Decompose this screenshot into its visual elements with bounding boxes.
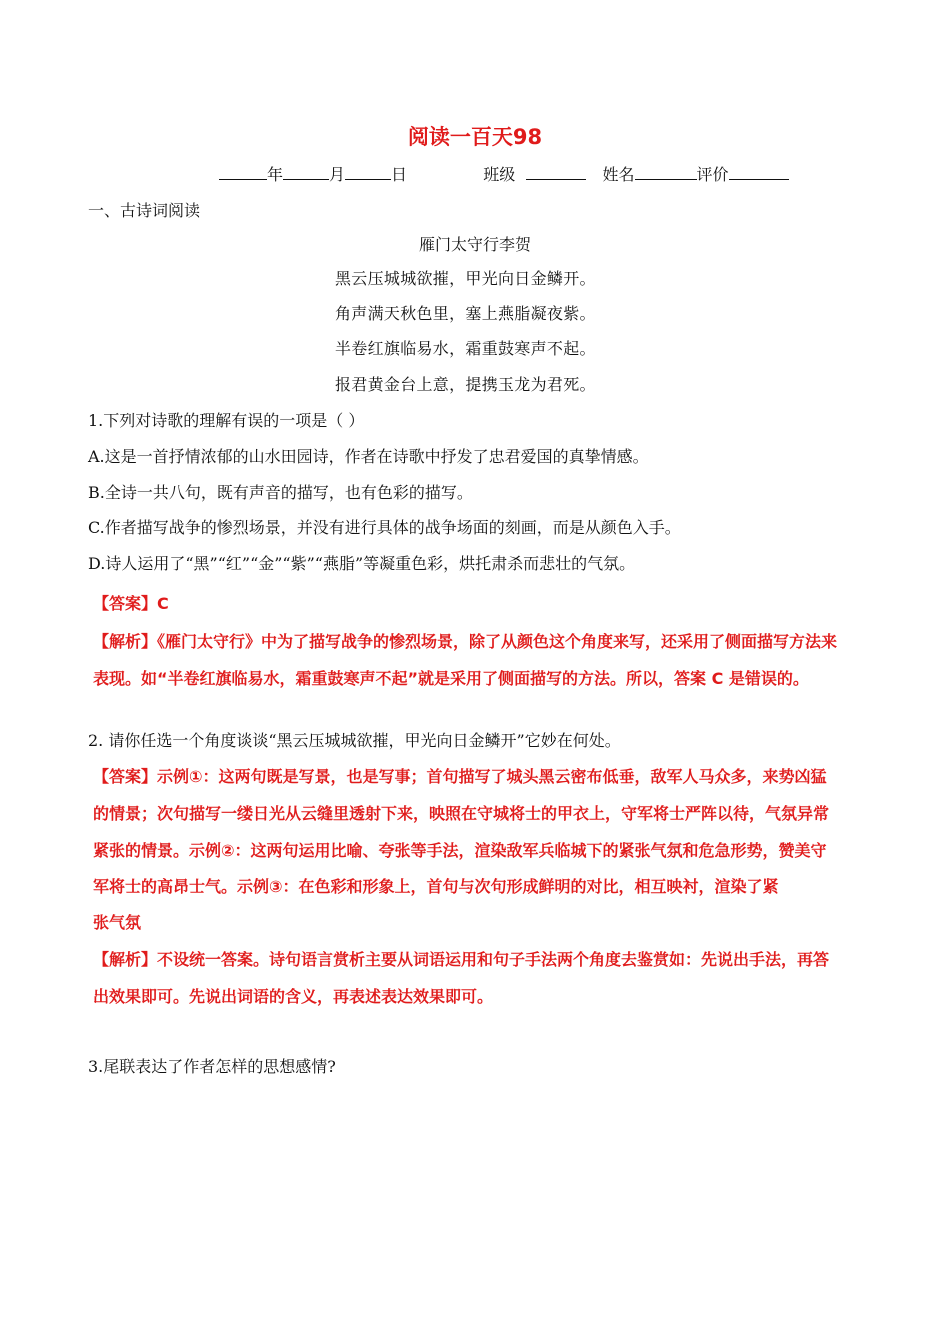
student-info-row — [219, 162, 789, 185]
year-blank[interactable] — [219, 163, 267, 180]
poem-line: 黑云压城城欲摧，甲光向日金鳞开。 — [335, 269, 596, 288]
question-1-analysis-line: 表现。如“半卷红旗临易水，霜重鼓寒声不起”就是采用了侧面描写的方法。所以，答案 C 是错误的。 — [93, 669, 809, 688]
question-2-answer-line: 张气氛 — [93, 913, 142, 932]
evaluation-blank[interactable] — [729, 163, 789, 180]
month-blank[interactable] — [283, 163, 329, 180]
question-1-option-a: A.这是一首抒情浓郁的山水田园诗，作者在诗歌中抒发了忠君爱国的真挚情感。 — [88, 447, 649, 466]
question-2-answer-line: 【答案】示例①：这两句既是写景，也是写事；首句描写了城头黑云密布低垂，敌军人马众多，来势凶猛 — [93, 767, 827, 786]
question-2-answer-line: 的情景；次句描写一缕日光从云缝里透射下来，映照在守城将士的甲衣上，守军将士严阵以待，气氛异常 — [93, 804, 830, 823]
class-blank[interactable] — [526, 163, 586, 180]
name-label: 姓名 — [602, 165, 635, 184]
page-title: 阅读一百天98 — [407, 125, 543, 149]
question-2-answer-line: 军将士的高昂士气。示例③：在色彩和形象上，首句与次句形成鲜明的对比，相互映衬，渲染了紧 — [93, 877, 779, 896]
question-1-option-d: D.诗人运用了“黑”“红”“金”“紫”“燕脂”等凝重色彩，烘托肃杀而悲壮的气氛。 — [88, 554, 636, 573]
evaluation-label: 评价 — [696, 165, 729, 184]
poem-line: 半卷红旗临易水，霜重鼓寒声不起。 — [335, 339, 596, 358]
question-1-analysis-line: 【解析】《雁门太守行》中为了描写战争的惨烈场景，除了从颜色这个角度来写，还采用了侧面描写方法来 — [93, 632, 838, 651]
question-3-stem: 3.尾联表达了作者怎样的思想感情? — [88, 1057, 336, 1076]
question-1-stem: 1.下列对诗歌的理解有误的一项是（ ） — [88, 411, 365, 430]
question-2-answer-line: 紧张的情景。示例②：这两句运用比喻、夸张等手法，渲染敌军兵临城下的紧张气氛和危急形势，赞美守 — [93, 841, 827, 860]
question-2-stem: 2. 请你任选一个角度谈谈“黑云压城城欲摧，甲光向日金鳞开”它妙在何处。 — [88, 731, 621, 750]
question-1-option-b: B.全诗一共八句，既有声音的描写，也有色彩的描写。 — [88, 483, 473, 502]
question-2-analysis-line: 【解析】不设统一答案。诗句语言赏析主要从词语运用和句子手法两个角度去鉴赏如：先说出手法，再答 — [93, 950, 830, 969]
question-1-option-c: C.作者描写战争的惨烈场景，并没有进行具体的战争场面的刻画，而是从颜色入手。 — [88, 518, 681, 537]
section-heading: 一、古诗词阅读 — [88, 201, 201, 220]
question-1-answer: 【答案】C — [93, 594, 169, 613]
day-blank[interactable] — [345, 163, 391, 180]
month-label: 月 — [329, 165, 346, 184]
day-label: 日 — [391, 165, 408, 184]
class-label: 班级 — [483, 165, 516, 184]
year-label: 年 — [267, 165, 284, 184]
poem-line: 角声满天秋色里，塞上燕脂凝夜紫。 — [335, 304, 596, 323]
poem-title: 雁门太守行李贺 — [418, 235, 531, 254]
question-2-analysis-line: 出效果即可。先说出词语的含义，再表述表达效果即可。 — [93, 987, 494, 1006]
name-blank[interactable] — [635, 163, 697, 180]
poem-line: 报君黄金台上意，提携玉龙为君死。 — [335, 375, 596, 394]
